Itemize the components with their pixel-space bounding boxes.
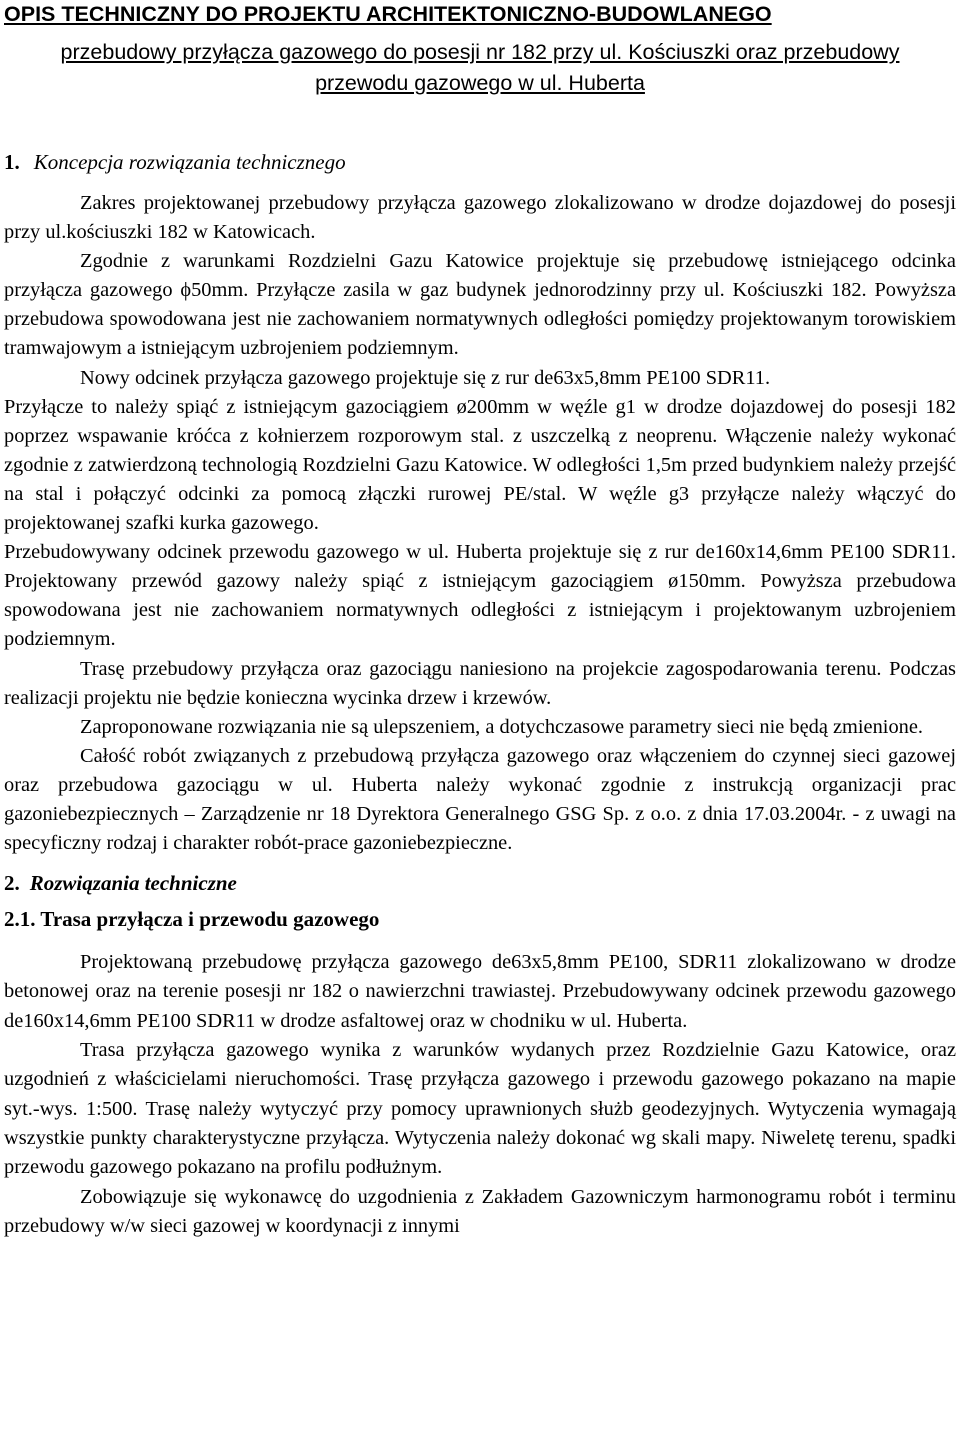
section-1-paragraph: Całość robót związanych z przebudową przyłącza gazowego oraz włączeniem do czynnej sieci gazowej oraz przebudowa gazociągu w ul. Huberta należy wykonać zgodnie z instrukcją organizacji prac gazoniebezpiecznych – Zarządzenie nr 18 Dyrektora Generalnego GSG Sp. z o.o. z dnia 17.03.2004r. - z uwagi na specyficzny rodzaj i charakter robót-prace gazoniebezpieczne. [4,744,956,855]
section-1-paragraph: Zgodnie z warunkami Rozdzielni Gazu Katowice projektuje się przebudowę istniejącego odcinka przyłącza gazowego ϕ50mm. Przyłącze zasila w gaz budynek jednorodzinny przy ul. Kościuszki 182. Powyższa przebudowa spowodowana jest nie zachowaniem normatywnych odległości pomiędzy projektowanym torowiskiem tramwajowym a istniejącym uzbrojeniem podziemnym. [4,250,956,360]
section-2-heading [4,866,956,900]
section-1-number: 1. [4,150,20,174]
section-2-number: 2. [4,871,20,896]
section-2-1-paragraph: Trasa przyłącza gazowego wynika z warunków wydanych przez Rozdzielnie Gazu Katowice, oraz uzgodnień z właścicielami nieruchomości. Trasę przyłącza gazowego i przewodu gazowego pokazano na mapie syt.-wys. 1:500. Trasę należy wytyczyć przy pomocy uprawnionych służb geodezyjnych. Wytyczenia wymagają wszystkie punkty charakterystyczne przyłącza. Wytyczenia należy dokonać wg skali mapy. Niweletę terenu, spadki przewodu gazowego pokazano na profilu podłużnym. [4,1039,956,1179]
section-2-1-heading: 2.1. Trasa przyłącza i przewodu gazowego [4,907,380,932]
section-1-paragraph: Przebudowywany odcinek przewodu gazowego w ul. Huberta projektuje się z rur de160x14,6mm PE100 SDR11. Projektowany przewód gazowy należy spiąć z istniejącym gazociągiem ø150mm. Powyższa przebudowa spowodowana jest nie zachowaniem normatywnych odległości z istniejącym i projektowanym uzbrojeniem podziemnym. [4,541,956,651]
section-2-title: Rozwiązania techniczne [29,871,237,896]
section-1-paragraph: Zakres projektowanej przebudowy przyłącza gazowego zlokalizowano w drodze dojazdowej do posesji przy ul.kościuszki 182 w Katowicach. [4,192,956,244]
section-1-body [4,189,956,858]
section-1-heading [4,145,956,179]
section-1-paragraph: Zaproponowane rozwiązania nie są ulepszeniem, a dotychczasowe parametry sieci nie będą zmienione. [80,715,924,738]
document-title: OPIS TECHNICZNY DO PROJEKTU ARCHITEKTONICZNO-BUDOWLANEGO [4,2,772,26]
section-1-title: Koncepcja rozwiązania technicznego [33,150,346,174]
document-subtitle: przebudowy przyłącza gazowego do posesji nr 182 przy ul. Kościuszki oraz przebudowy przewodu gazowego w ul. Huberta [60,40,900,95]
section-1-paragraph: Nowy odcinek przyłącza gazowego projektuje się z rur de63x5,8mm PE100 SDR11. [80,366,771,389]
section-2-1-body [4,948,956,1241]
section-2-1-paragraph: Projektowaną przebudowę przyłącza gazowego de63x5,8mm PE100, SDR11 zlokalizowano w drodze betonowej oraz na terenie posesji nr 182 o nawierzchni trawiastej. Przebudowywany odcinek przewodu gazowego de160x14,6mm PE100 SDR11 w drodze asfaltowej oraz w chodniku w ul. Huberta. [4,951,956,1032]
section-2-1-paragraph: Zobowiązuje się wykonawcę do uzgodnienia z Zakładem Gazowniczym harmonogramu robót i terminu przebudowy w/w sieci gazowej w koordynacji z innymi [4,1185,956,1237]
section-1-paragraph: Trasę przebudowy przyłącza oraz gazociągu naniesiono na projekcie zagospodarowania terenu. Podczas realizacji projektu nie będzie konieczna wycinka drzew i krzewów. [4,657,956,709]
section-1-paragraph: Przyłącze to należy spiąć z istniejącym gazociągiem ø200mm w węźle g1 w drodze dojazdowej do posesji 182 poprzez wspawanie króćca z kołnierzem rozporowym stal. z uszczelką z neoprenu. Włączenie należy wykonać zgodnie z zatwierdzoną technologią Rozdzielni Gazu Katowice. W odległości 1,5m przed budynkiem należy przejść na stal i połączyć odcinki za pomocą złączki rurowej PE/stal. W węźle g3 przyłącze należy włączyć do projektowanej szafki kurka gazowego. [4,395,956,535]
